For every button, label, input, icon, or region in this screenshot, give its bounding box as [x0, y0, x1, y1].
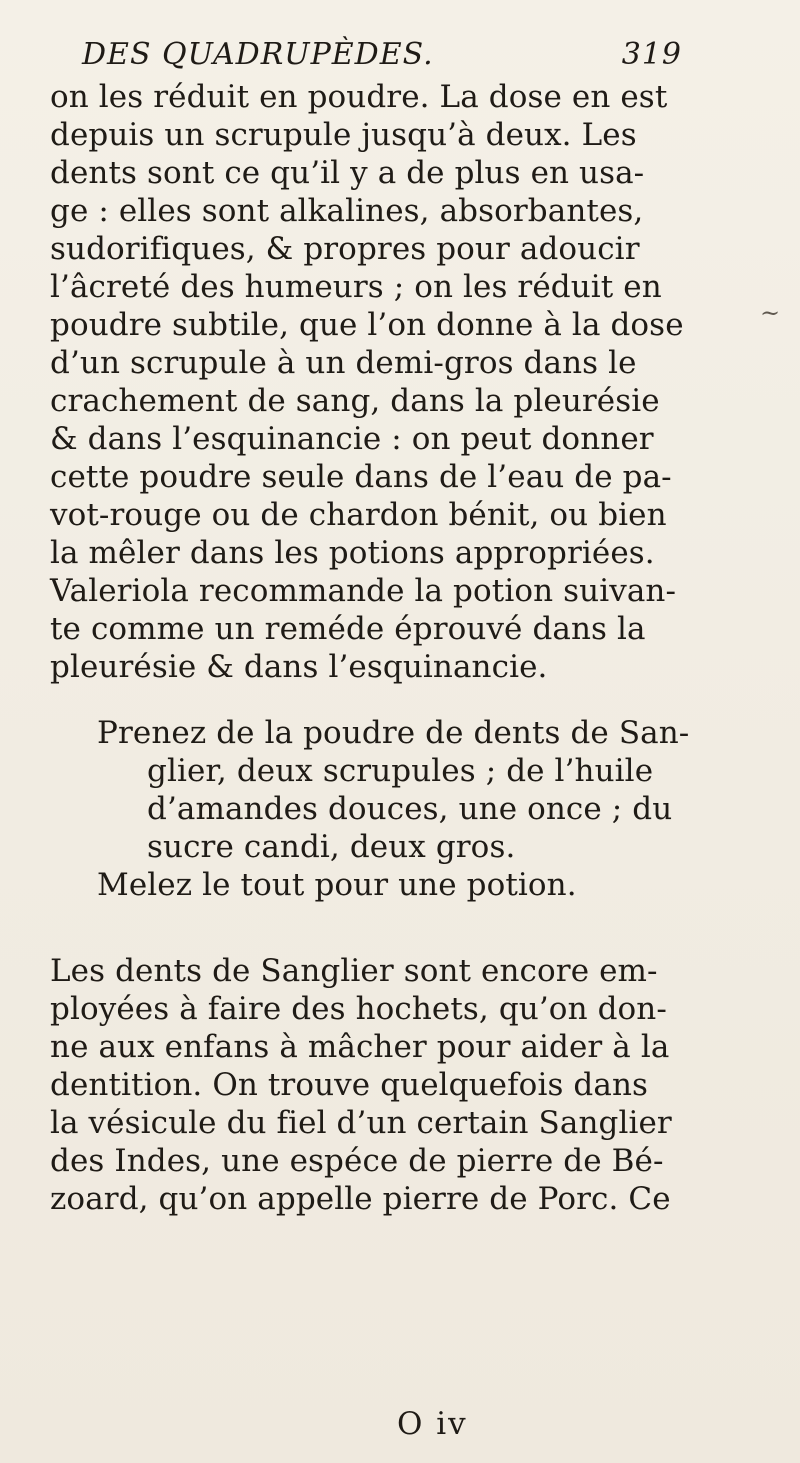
text-line: ne aux enfans à mâcher pour aider à la — [50, 1029, 670, 1065]
text-line: d’amandes douces, une once ; du — [147, 791, 673, 827]
text-line: ge : elles sont alkalines, absorbantes, — [50, 193, 644, 229]
running-head — [82, 37, 682, 72]
text-line: on les réduit en poudre. La dose en est — [50, 79, 668, 115]
text-line: ployées à faire des hochets, qu’on don- — [50, 991, 667, 1027]
page-number: 319 — [621, 37, 682, 72]
text-line: Valeriola recommande la potion suivan- — [50, 573, 677, 609]
text-line: dents sont ce qu’il y a de plus en usa- — [50, 155, 645, 191]
text-line: d’un scrupule à un demi-gros dans le — [50, 345, 637, 381]
paragraph-2-recipe — [97, 714, 740, 904]
text-line: la vésicule du fiel d’un certain Sanglier — [50, 1105, 672, 1141]
text-line: l’âcreté des humeurs ; on les réduit en — [50, 269, 662, 305]
text-line: sucre candi, deux gros. — [147, 829, 516, 865]
text-line: sudorifiques, & propres pour adoucir — [50, 231, 640, 267]
text-line: Les dents de Sanglier sont encore em- — [50, 953, 658, 989]
paragraph-1 — [50, 78, 740, 686]
text-line: depuis un scrupule jusqu’à deux. Les — [50, 117, 637, 153]
text-line: zoard, qu’on appelle pierre de Porc. Ce — [50, 1181, 671, 1217]
text-line: Melez le tout pour une potion. — [97, 867, 577, 903]
text-line: te comme un reméde éprouvé dans la — [50, 611, 646, 647]
text-line: vot-rouge ou de chardon bénit, ou bien — [50, 497, 667, 533]
text-line: pleurésie & dans l’esquinancie. — [50, 649, 548, 685]
text-line: dentition. On trouve quelquefois dans — [50, 1067, 649, 1103]
paragraph-3 — [50, 952, 740, 1218]
text-line: poudre subtile, que l’on donne à la dose — [50, 307, 684, 343]
text-line: cette poudre seule dans de l’eau de pa- — [50, 459, 672, 495]
text-line: la mêler dans les potions appropriées. — [50, 535, 655, 571]
margin-mark: ~ — [760, 299, 781, 327]
text-line: & dans l’esquinancie : on peut donner — [50, 421, 654, 457]
text-line: crachement de sang, dans la pleurésie — [50, 383, 660, 419]
text-line: des Indes, une espéce de pierre de Bé- — [50, 1143, 664, 1179]
chapter-title: DES QUADRUPÈDES. — [82, 37, 434, 72]
text-line: Prenez de la poudre de dents de San- — [97, 715, 690, 751]
text-line: glier, deux scrupules ; de l’huile — [147, 753, 654, 789]
signature-mark: O iv — [397, 1406, 468, 1442]
